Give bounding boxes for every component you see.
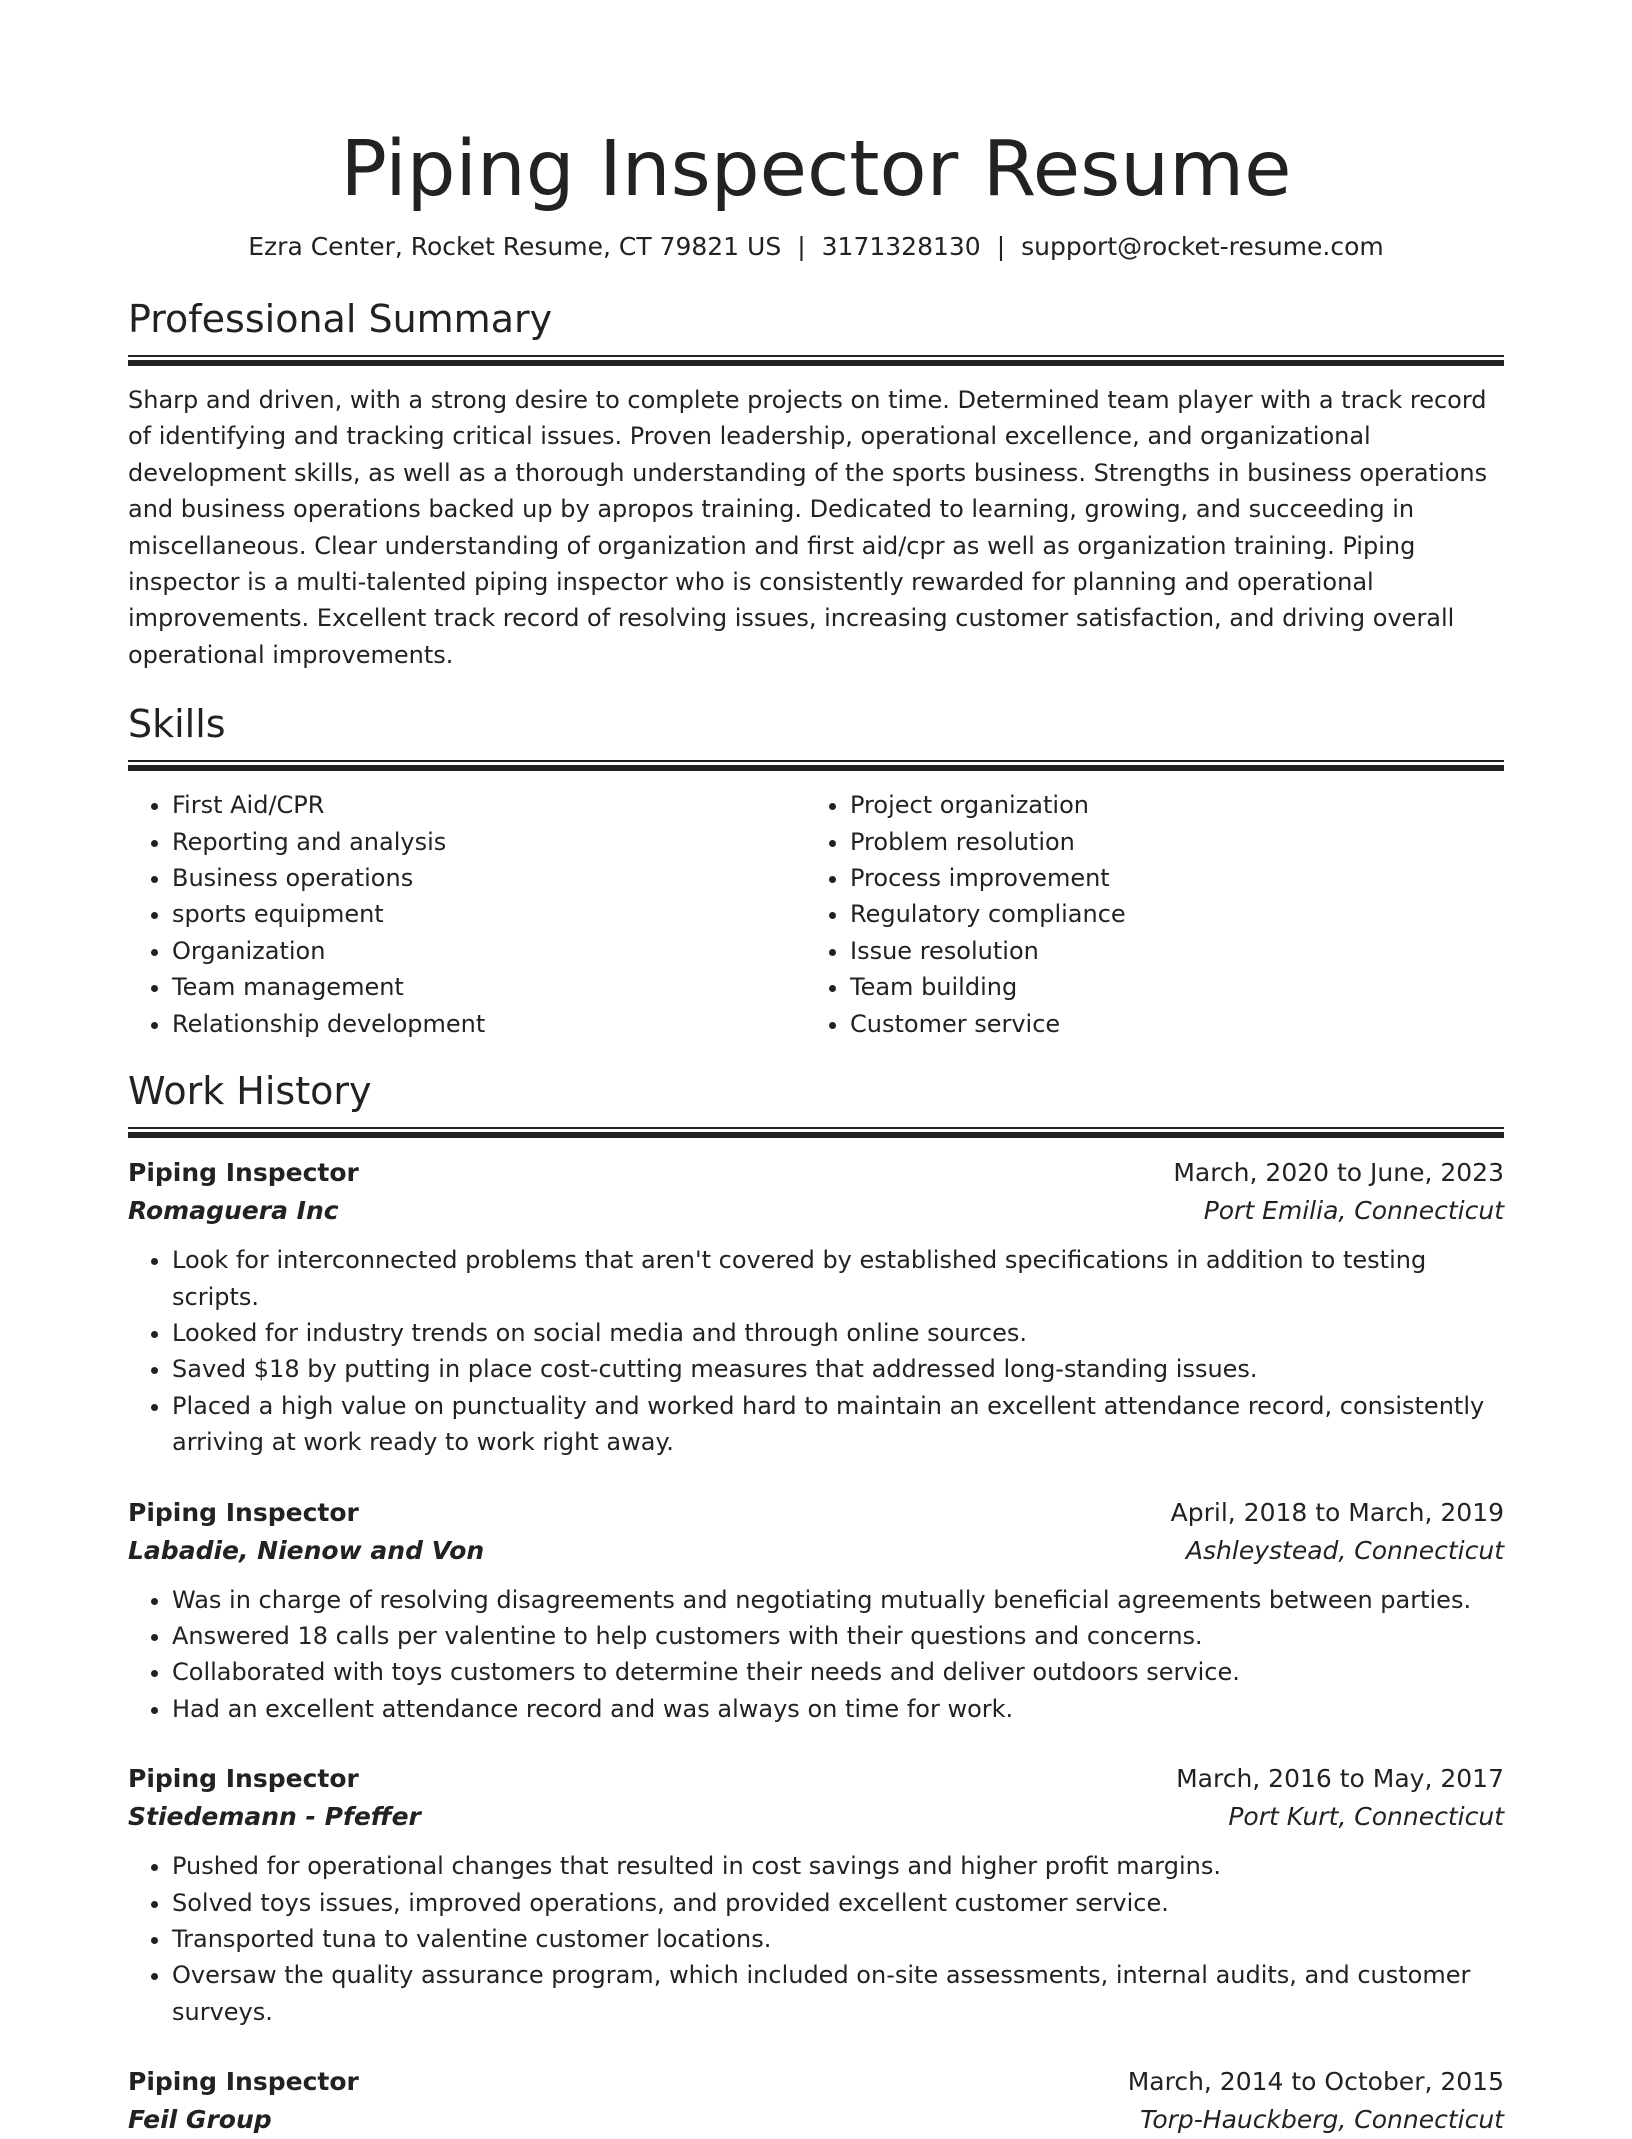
contact-phone: 3171328130 [821, 232, 981, 261]
job-bullets [128, 1848, 1504, 2030]
section-divider [128, 760, 1504, 771]
job-header-row [128, 1760, 1504, 1798]
job-header-row [128, 1154, 1504, 1192]
job-dates: March, 2020 to June, 2023 [1173, 1158, 1504, 1188]
job-header-row [128, 2063, 1504, 2101]
job-location: Torp-Hauckberg, Connecticut [1140, 2105, 1504, 2135]
section-divider [128, 355, 1504, 366]
job-title: Piping Inspector [128, 1764, 359, 1794]
skill-item: • Project organization [850, 787, 1484, 823]
summary-heading: Professional Summary [128, 297, 553, 341]
skills-heading: Skills [128, 702, 226, 747]
contact-separator: | [996, 232, 1006, 261]
skill-item: • Team building [850, 969, 1484, 1005]
skill-item: • Organization [172, 933, 806, 969]
job-bullet: • Solved toys issues, improved operations, and provided excellent customer service. [172, 1885, 1504, 1921]
job-company: Stiedemann - Pfeffer [128, 1802, 421, 1832]
job-company-row [128, 2101, 1504, 2139]
job-bullet: • Look for interconnected problems that aren't covered by established specifications in addition to testing scripts. [172, 1242, 1504, 1315]
skill-item: • First Aid/CPR [172, 787, 806, 823]
job-dates: April, 2018 to March, 2019 [1170, 1497, 1504, 1527]
contact-separator: | [797, 232, 806, 261]
skill-item: • Issue resolution [850, 933, 1484, 969]
job-dates: March, 2014 to October, 2015 [1127, 2067, 1504, 2097]
skill-item: • Team management [172, 969, 806, 1005]
job-company-row [128, 1192, 1504, 1230]
contact-line [128, 232, 1504, 262]
job-bullet: • Saved $18 by putting in place cost-cutting measures that addressed long-standing issues. [172, 1351, 1504, 1387]
job-entry [128, 1760, 1504, 2030]
job-title: Piping Inspector [128, 1497, 359, 1527]
skills-list-left [128, 787, 806, 1042]
job-header-row [128, 1494, 1504, 1532]
skill-item: • sports equipment [172, 896, 806, 932]
skill-item: • Business operations [172, 860, 806, 896]
job-location: Ashleystead, Connecticut [1185, 1535, 1504, 1565]
job-bullet: • Was in charge of resolving disagreements and negotiating mutually beneficial agreements between parties. [172, 1582, 1504, 1618]
contact-address: Ezra Center, Rocket Resume, CT 79821 US [248, 232, 782, 261]
job-title: Piping Inspector [128, 2067, 359, 2097]
section-divider [128, 1127, 1504, 1138]
job-location: Port Kurt, Connecticut [1228, 1802, 1504, 1832]
job-location: Port Emilia, Connecticut [1203, 1196, 1504, 1226]
job-bullet: • Looked for industry trends on social media and through online sources. [172, 1315, 1504, 1351]
work-history-heading: Work History [128, 1069, 372, 1114]
skills-section [128, 701, 1504, 1042]
job-bullet: • Oversaw the quality assurance program, which included on-site assessments, internal audits, and customer surveys. [172, 1957, 1504, 2030]
skill-item: • Problem resolution [850, 824, 1484, 860]
summary-text: Sharp and driven, with a strong desire to complete projects on time. Determined team player with a track record of identifying and tracking critical issues. Proven leadership, operational excellence, and organizational development skills, as well as a thorough understanding of the sports business. Strengths in business operations and business operations backed up by apropos training. Dedicated to learning, growing, and succeeding in miscellaneous. Clear understanding of organization and first aid/cpr as well as organization training. Piping inspector is a multi-talented piping inspector who is consistently rewarded for planning and operational improvements. Excellent track record of resolving issues, increasing customer satisfaction, and driving overall operational improvements. [128, 386, 1488, 669]
skill-item: • Relationship development [172, 1006, 806, 1042]
job-company: Labadie, Nienow and Von [128, 1535, 485, 1565]
job-bullet: • Answered 18 calls per valentine to help customers with their questions and concerns. [172, 1618, 1504, 1654]
job-company-row [128, 1532, 1504, 1570]
job-dates: March, 2016 to May, 2017 [1176, 1764, 1504, 1794]
job-title: Piping Inspector [128, 1158, 359, 1188]
resume-page [128, 0, 1504, 2139]
work-history-section [128, 1068, 1504, 2139]
skill-item: • Process improvement [850, 860, 1484, 896]
job-entry [128, 1154, 1504, 1460]
skill-item: • Reporting and analysis [172, 824, 806, 860]
job-bullet: • Collaborated with toys customers to determine their needs and deliver outdoors service. [172, 1654, 1504, 1690]
skills-columns [128, 787, 1504, 1042]
job-bullet: • Had an excellent attendance record and was always on time for work. [172, 1691, 1504, 1727]
job-bullet: • Transported tuna to valentine customer locations. [172, 1921, 1504, 1957]
job-entry [128, 1494, 1504, 1728]
contact-email: support@rocket-resume.com [1021, 232, 1384, 261]
job-company: Feil Group [128, 2105, 272, 2135]
skill-item: • Customer service [850, 1006, 1484, 1042]
job-bullet: • Placed a high value on punctuality and worked hard to maintain an excellent attendance record, consistently arriving at work ready to work right away. [172, 1388, 1504, 1461]
page-title: Piping Inspector Resume [340, 125, 1292, 214]
job-entry [128, 2063, 1504, 2139]
job-company: Romaguera Inc [128, 1196, 339, 1226]
job-bullets [128, 1582, 1504, 1728]
job-bullets [128, 1242, 1504, 1460]
job-bullet: • Pushed for operational changes that resulted in cost savings and higher profit margins. [172, 1848, 1504, 1884]
job-company-row [128, 1798, 1504, 1836]
skills-list-right [806, 787, 1484, 1042]
summary-section [128, 296, 1504, 673]
skill-item: • Regulatory compliance [850, 896, 1484, 932]
